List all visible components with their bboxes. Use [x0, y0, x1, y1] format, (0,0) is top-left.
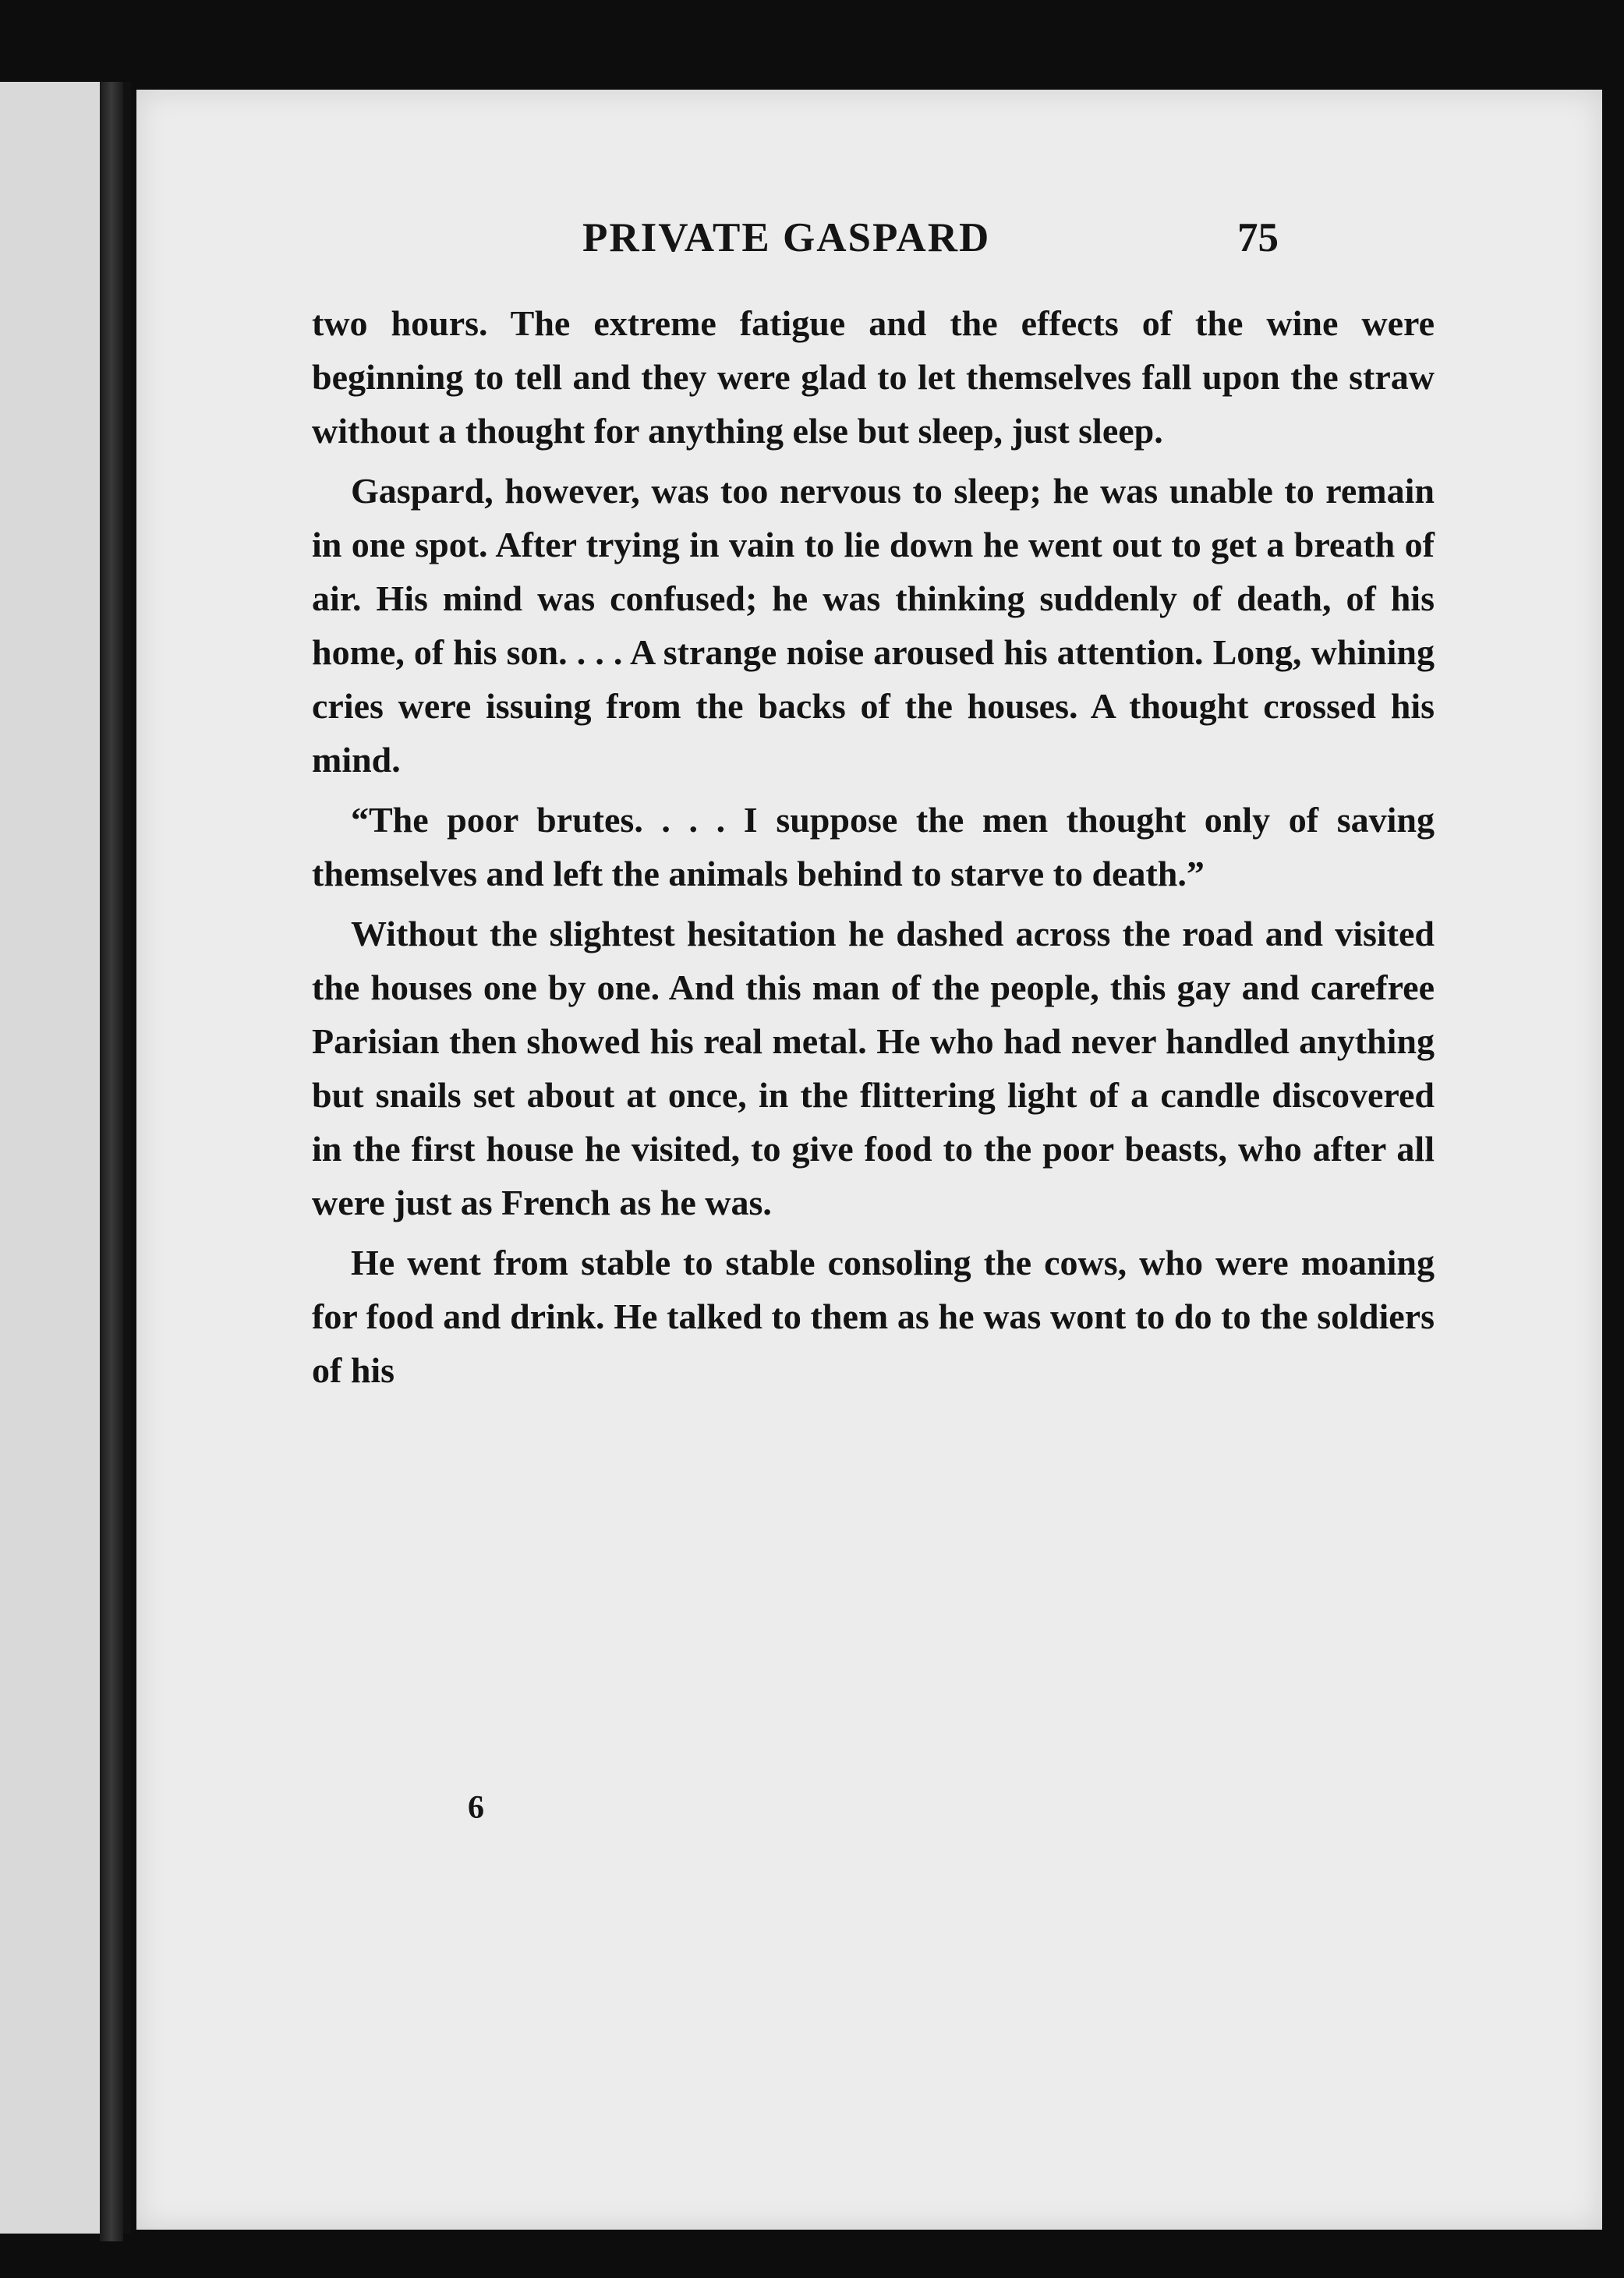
running-head: PRIVATE GASPARD	[582, 215, 991, 260]
signature-mark: 6	[468, 1790, 484, 1826]
body-text	[312, 296, 1435, 1403]
paragraph: “The poor brutes. . . . I suppose the men thought only of saving themselves and left the animals behind to starve to death.”	[312, 800, 1435, 893]
paragraph: He went from stable to stable consoling the cows, who were moaning for food and drink. He talked to them as he was wont to do to the soldiers of his	[312, 1243, 1435, 1390]
paragraph: Without the slightest hesitation he dashed across the road and visited the houses one by one. And this man of the people, this gay and carefree Parisian then showed his real metal. He who had never handled anything but snails set about at once, in the flittering light of a candle discovered in the first house he visited, to give food to the poor beasts, who after all were just as French as he was.	[312, 914, 1435, 1222]
paragraph: Gaspard, however, was too nervous to sleep; he was unable to remain in one spot. After trying in vain to lie down he went out to get a breath of air. His mind was confused; he was thinking suddenly of death, of his home, of his son. . . . A strange noise aroused his attention. Long, whining cries were issuing from the backs of the houses. A thought crossed his mind.	[312, 471, 1435, 780]
book-page	[136, 90, 1602, 2230]
paragraph: two hours. The extreme fatigue and the effects of the wine were beginning to tell and they were glad to let themselves fall upon the straw without a thought for anything else but sleep, just sleep.	[312, 303, 1435, 451]
page-number: 75	[1237, 215, 1279, 260]
book-binding	[100, 82, 123, 2241]
page-header	[136, 214, 1602, 277]
